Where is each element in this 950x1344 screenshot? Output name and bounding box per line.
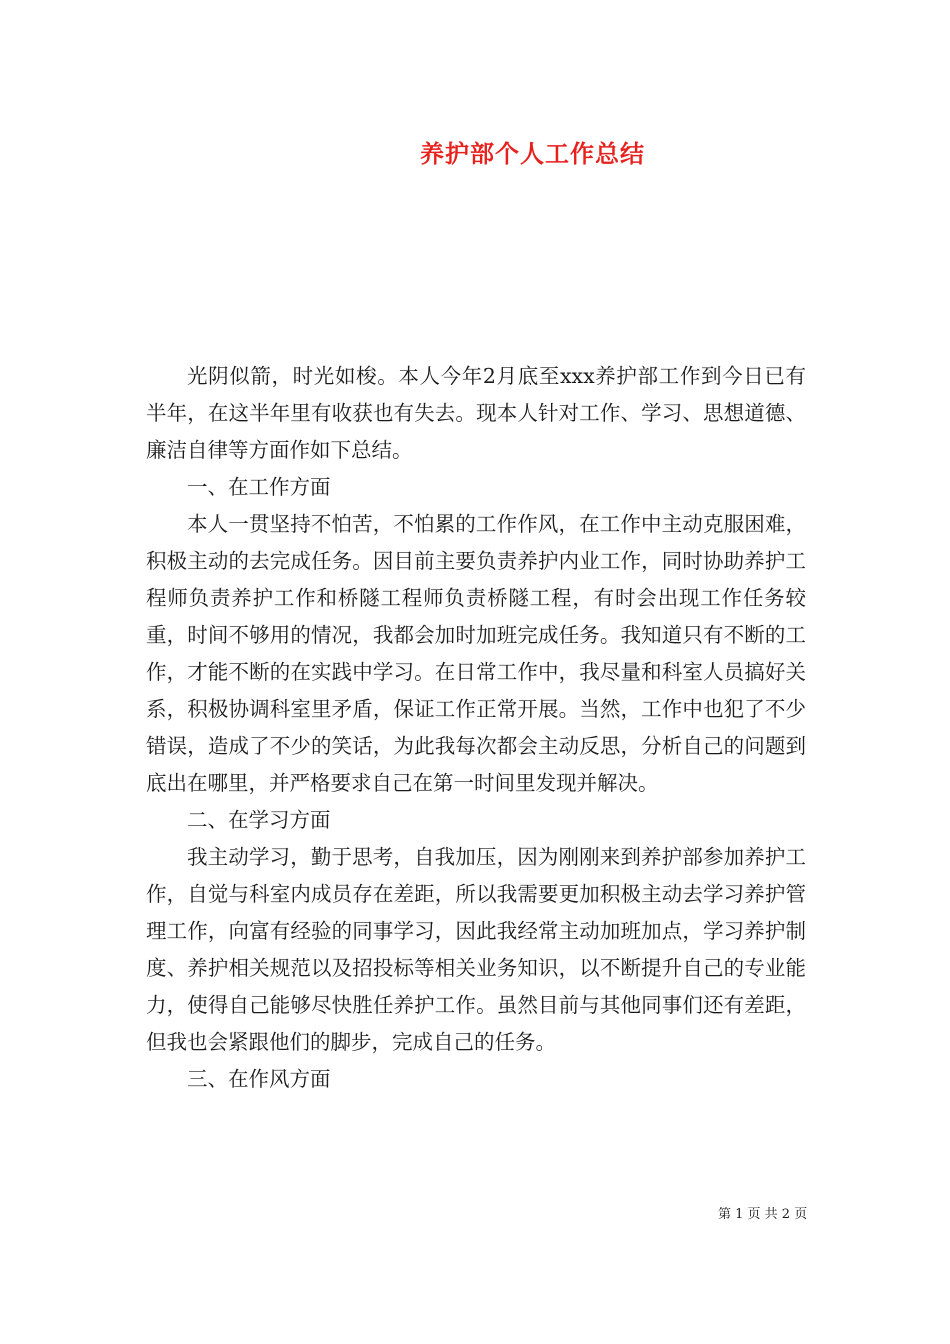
section-heading-study: 二、在学习方面 xyxy=(187,808,331,832)
page-number-footer: 第 1 页 共 2 页 xyxy=(718,1207,808,1222)
section-heading-work: 一、在工作方面 xyxy=(187,475,331,499)
study-paragraph: 我主动学习，勤于思考，自我加压，因为刚刚来到养护部参加养护工作，自觉与科室内成员存在差距，所以我需要更加积极主动去学习养护管理工作，向富有经验的同事学习，因此我经常主动加班加点，学习养护制度、养护相关规范以及招投标等相关业务知识，以不断提升自己的专业能力，使得自己能够尽快胜任养护工作。虽然目前与其他同事们还有差距，但我也会紧跟他们的脚步，完成自己的任务。 xyxy=(146,845,806,1054)
intro-paragraph: 光阴似箭，时光如梭。本人今年2月底至xxx养护部工作到今日已有半年，在这半年里有收获也有失去。现本人针对工作、学习、思想道德、廉洁自律等方面作如下总结。 xyxy=(146,364,806,462)
document-title: 养护部个人工作总结 xyxy=(420,139,645,168)
work-paragraph: 本人一贯坚持不怕苦，不怕累的工作作风，在工作中主动克服困难，积极主动的去完成任务。因目前主要负责养护内业工作，同时协助养护工程师负责养护工作和桥隧工程师负责桥隧工程，有时会出现工作任务较重，时间不够用的情况，我都会加时加班完成任务。我知道只有不断的工作，才能不断的在实践中学习。在日常工作中，我尽量和科室人员搞好关系，积极协调科室里矛盾，保证工作正常开展。当然，工作中也犯了不少错误，造成了不少的笑话，为此我每次都会主动反思，分析自己的问题到底出在哪里，并严格要求自己在第一时间里发现并解决。 xyxy=(146,512,806,795)
document-body xyxy=(146,358,806,1098)
section-heading-style: 三、在作风方面 xyxy=(187,1067,331,1091)
